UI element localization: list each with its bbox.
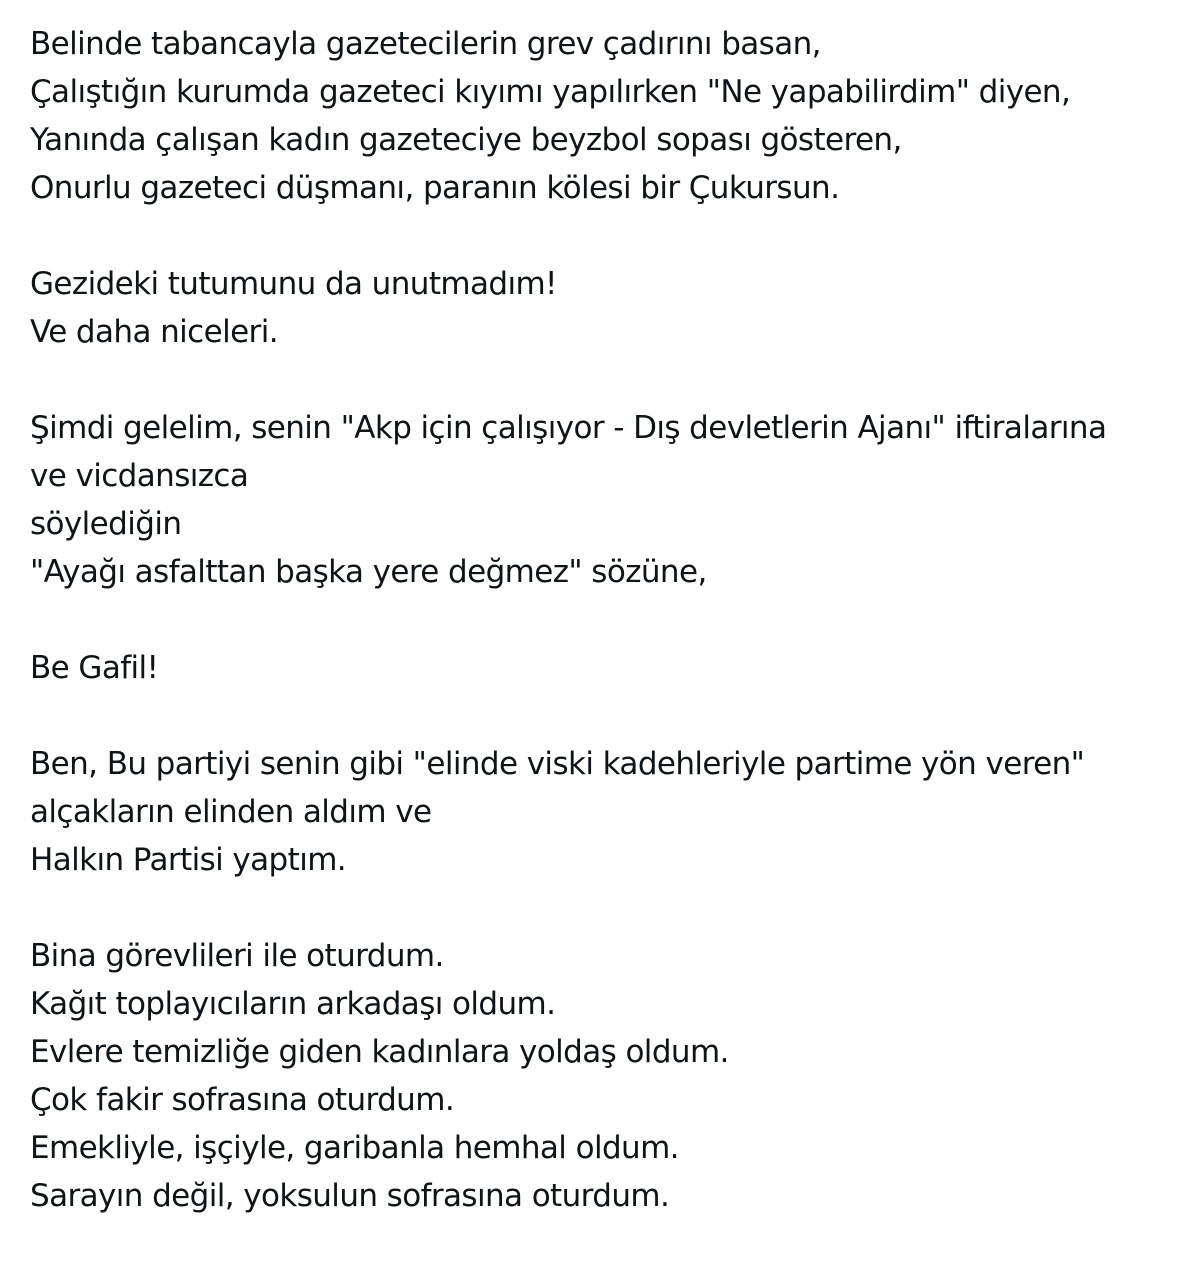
text-line: Çok fakir sofrasına oturdum. bbox=[30, 1082, 455, 1118]
paragraph bbox=[30, 740, 1170, 884]
paragraph-spacer bbox=[30, 212, 1170, 260]
text-line: Bina görevlileri ile oturdum. bbox=[30, 938, 444, 974]
text-line: "Ayağı asfalttan başka yere değmez" sözüne, bbox=[30, 554, 707, 590]
paragraph-spacer bbox=[30, 692, 1170, 740]
text-line: Sarayın değil, yoksulun sofrasına oturdum. bbox=[30, 1178, 670, 1214]
paragraph bbox=[30, 932, 1170, 1220]
text-line: Halkın Partisi yaptım. bbox=[30, 842, 347, 878]
text-line: Çalıştığın kurumda gazeteci kıyımı yapılırken "Ne yapabilirdim" diyen, bbox=[30, 74, 1071, 110]
text-line: Kağıt toplayıcıların arkadaşı oldum. bbox=[30, 986, 556, 1022]
text-line: Belinde tabancayla gazetecilerin grev çadırını basan, bbox=[30, 26, 821, 62]
paragraph bbox=[30, 644, 1170, 692]
paragraph bbox=[30, 404, 1170, 596]
text-line: Be Gafil! bbox=[30, 650, 159, 686]
text-line: Şimdi gelelim, senin "Akp için çalışıyor - Dış devletlerin Ajanı" iftiralarına bbox=[30, 410, 1107, 446]
paragraph-spacer bbox=[30, 596, 1170, 644]
text-line: Gezideki tutumunu da unutmadım! bbox=[30, 266, 557, 302]
text-line: Yanında çalışan kadın gazeteciye beyzbol sopası gösteren, bbox=[30, 122, 902, 158]
text-line: söylediğin bbox=[30, 506, 182, 542]
paragraph bbox=[30, 260, 1170, 356]
text-line: ve vicdansızca bbox=[30, 458, 249, 494]
paragraph bbox=[30, 20, 1170, 212]
text-line: Ve daha niceleri. bbox=[30, 314, 278, 350]
text-line: Onurlu gazeteci düşmanı, paranın kölesi bir Çukursun. bbox=[30, 170, 840, 206]
paragraph-spacer bbox=[30, 884, 1170, 932]
text-line: Evlere temizliğe giden kadınlara yoldaş oldum. bbox=[30, 1034, 729, 1070]
post-text bbox=[30, 20, 1170, 1220]
text-line: alçakların elinden aldım ve bbox=[30, 794, 432, 830]
paragraph-spacer bbox=[30, 356, 1170, 404]
text-line: Emekliyle, işçiyle, garibanla hemhal oldum. bbox=[30, 1130, 679, 1166]
text-line: Ben, Bu partiyi senin gibi "elinde viski kadehleriyle partime yön veren" bbox=[30, 746, 1085, 782]
